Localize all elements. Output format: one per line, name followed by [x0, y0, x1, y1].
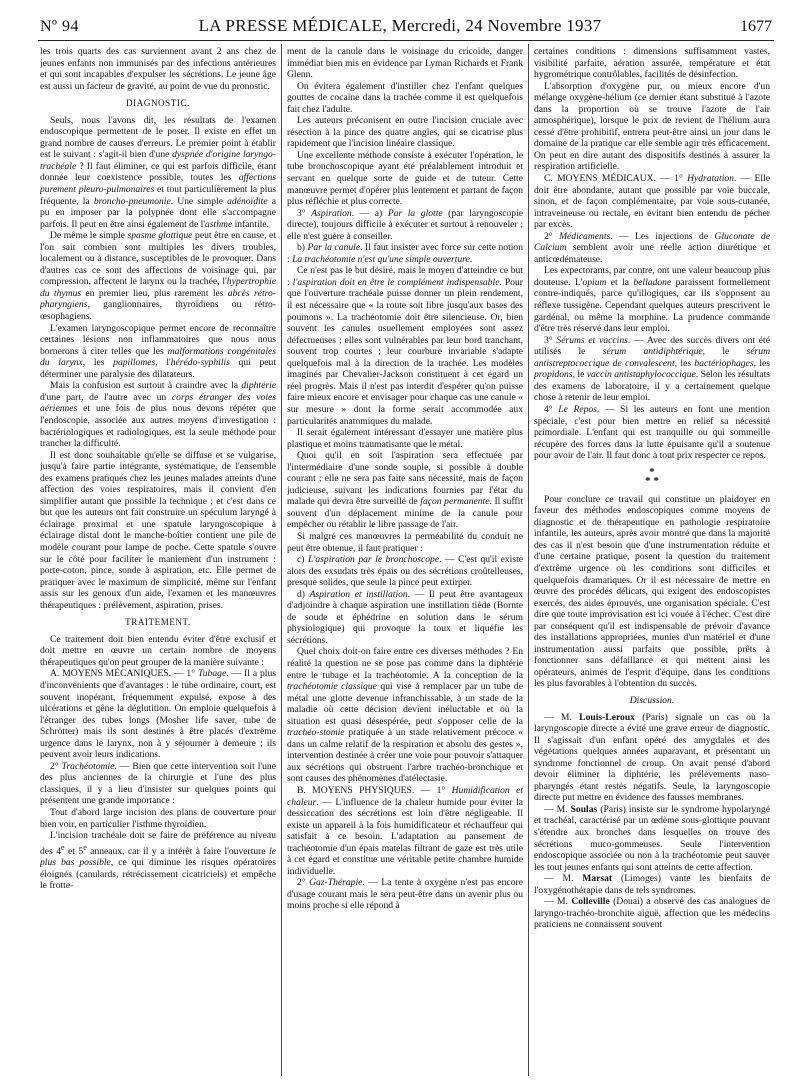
paragraph: Quoi qu'il en soit l'aspiration sera effectuée par l'intermédiaire d'une sonde souple, si possible à double courant ; elle ne sera pas faite sans nécessité, mais de façon judicieuse, suivant les indications fournies par l'état du malade qui devra être surveillé de façon permanente. Il suffit souvent d'un déplacement minime de la canule pour empêcher ou rétablir le libre passage de l'air.	[287, 450, 523, 531]
journal-title: LA PRESSE MÉDICALE, Mercredi, 24 Novembre 1937	[198, 16, 602, 35]
paragraph: 2° Médicaments. — Les injections de Gluconate de Calcium semblent avoir une réelle action diurétique et anticœdémateuse.	[534, 230, 770, 265]
paragraph: C. MOYENS MÉDICAUX. — 1° Hydratation. — Elle doit être abondante, autant que possible par voie buccale, sinon, et de façon complémentaire, par voie sous-cutanée, intraveineuse ou rectale, en évitant bien entendu de pécher par excès.	[534, 173, 770, 231]
paragraph: 4° Le Repos. — Si les auteurs en font une mention spéciale, c'est pour bien mettre en relief sa nécessité primordiale. L'enfant qui est tranquille ou qui sommeille récupère des forces dans la lutte épuisante qu'il a soutenue pour avoir de l'air. Il faut donc à tout prix respecter ce repos.	[534, 403, 770, 462]
paragraph: On évitera également d'instiller chez l'enfant quelques gouttes de cocaïne dans la trachée comme il est quelquefois fait chez l'adulte.	[287, 80, 523, 115]
paragraph: d) Aspiration et instillation. — Il peut être avantageux d'adjoindre à chaque aspiration une instillation tiède (Bornte de soude et éphédrine en solution dans le sérum physiologique) qui provoque la toux et liquéfie les sécrétions.	[287, 588, 523, 646]
paragraph: — M. Soulas (Paris) insiste sur le syndrome hypolaryngé et trachéal, caractérisé par un œdème sous-glottique pouvant s'étendre aux bronches dans lesquelles on trouve des sécrétions muco-gommeuses. Seule l'intervention endoscopique associée ou non à la trachéotomie peut sauver les tout jeunes enfants qui sont atteints de cette affection.	[534, 803, 770, 873]
paragraph: ment de la canule dans le voisinage du cricoïde, danger immédiat bien mis en évidence par Lyman Richards et Frank Glenn.	[287, 46, 523, 81]
column-right	[534, 46, 770, 1076]
issue-number: Nº 94	[40, 18, 80, 35]
paragraph: Si malgré ces manœuvres la perméabilité du conduit ne peut être obtenue, il faut pratiquer :	[287, 530, 523, 554]
paragraph: certaines conditions : dimensions suffisamment vastes, visibilité parfaite, aération assurée, température et état hygrométrique contrôlables, facilités de désinfection.	[534, 46, 770, 81]
paragraph: Une excellente méthode consiste à exécuter l'opération, le tube bronchoscopique ayant été préalablement introduit et servant en quelque sorte de guide et de tuteur. Cette manœuvre permet d'opérer plus lentement et partant de façon plus réfléchie et plus correcte.	[287, 149, 523, 208]
paragraph: Ce n'est pas le but désiré, mais le moyen d'atteindre ce but : l'aspiration doit en être le complément indispensable. Pour que l'ouverture trachéale puisse donner un plein rendement, il est nécessaire que « la route soit libre jusqu'aux bases des poumons ». La trachéotomie doit être silencieuse. Or, bien souvent les canules usuellement employées sont assez défectueuses ; elles sont vulnérables par leur bord tranchant, souvent trop courtes ; leur courbure invariable s'adapte quelquefois mal à la direction de la trachée. Les modèles imaginés par Chevalier-Jackson constituent à cet égard un réel progrès. Mais il n'est pas interdit d'espérer qu'on puisse faire mieux encore et envisager pour chaque cas une canule « sur mesure » dont la forme serait accommodée aux particularités anatomiques du malade.	[287, 265, 523, 427]
paragraph: A. MOYENS MÉCANIQUES. — 1° Tubage. — Il a plus d'inconvénients que d'avantages : le tube ordinaire, court, est souvent inopérant, fréquemment expulsé, expose à des ulcérations et gêne la déglutition. On emploie quelquefois à l'étranger des tubes longs (Mosher life saver, tube de Schrötter) mais ils sont destinés à être placés d'extrême urgence dans le larynx, non à y séjourner à demeure ; ils peuvent avoir leurs indications.	[40, 668, 276, 761]
column-left	[40, 46, 276, 1076]
paragraph: 3° Aspiration. — a) Par la glotte (par laryngoscopie directe), toujours difficile à exécuter et surtout à renouveler ; elle n'est guère à conseiller.	[287, 207, 523, 242]
paragraph: Pour conclure ce travail qui constitue un plaidoyer en faveur des méthodes endoscopiques comme moyens de diagnostic et de thérapeutique en pathologie respiratoire infantile, les auteurs, après avoir montré que dans la majorité des cas il n'est besoin que d'une instrumentation réduite et d'une certaine pratique, posent la question du traitement d'extrême urgence où les conditions sont difficiles et quelquefois dramatiques. Or il est nécessaire de mettre en œuvre des procédés délicats, qui exigent des endoscopistes exercés, des aides éprouvés, une organisation spéciale. C'est dire que toute improvisation est ici vouée à l'échec. C'est dire par conséquent qu'il est indispensable de prévoir d'avance des installations appropriées, munies d'un matériel et d'une instrumentation aussi parfaits que possible, prêts à fonctionner sans défaillance et qui mettent ainsi les opérateurs, animés de l'esprit d'équipe, dans les conditions les plus favorables à l'obtention du succès.	[534, 493, 770, 690]
paragraph: L'examen laryngoscopique permet encore de reconnaître certaines lésions non inflammatoires que nous nous bornerons à citer telles que les malformations congénitales du larynx, les papillomes, l'hérédo-syphilis qui peut déterminer une paralysie des dilatateurs.	[40, 322, 276, 380]
paragraph: — M. Louis-Leroux (Paris) signale un cas où la laryngoscopie directe a évité une grave erreur de diagnostic. Il s'agissait d'un enfant opéré des amygdales et des végétations quelques années auparavant, et présentant un syndrome fonctionnel de croup. On avait pensé d'abord devoir éliminer la diphtérie, les prélèvements naso-pharyngés étant restés négatifs. Seule, la laryngoscopie directe put mettre en évidence des fausses membranes.	[534, 711, 770, 804]
paragraph: — M. Marsat (Limoges) vante les bienfaits de l'oxygénothérapie dans de tels syndromes.	[534, 873, 770, 896]
paragraph: L'absorption d'oxygène pur, ou mieux encore d'un mélange oxygène-hélium (ce dernier étant substitué à l'azote dans la proportion où se trouve l'azote de l'air atmosphérique), lorsque le prix de revient de l'hélium aura cessé d'être prohibitif, entrera peut-être ainsi un jour dans le domaine de la pratique car elle semble agir très efficacement. On peut en dire autant des dispositifs destinés à assurer la respiration artificielle.	[534, 80, 770, 173]
paragraph: De même le simple spasme glottique peut être en cause, et l'on sait combien sont multiples les divers troubles, localement ou à distance, susceptibles de le provoquer. Dans d'autres cas ce sont des affections de voisinage qui, par compression, affectent le larynx ou la trachée, l'hypertrophie du thymus en premier lieu, plus rarement les abcès rétro-pharyngiens, ganglionnaires, thyroïdiens ou rétro-œsophagiens.	[40, 230, 276, 323]
paragraph: Les auteurs préconisent en outre l'incision cruciale avec résection à la pince des quatre angles, qui se cicatrise plus rapidement que l'incision linéaire classique.	[287, 115, 523, 150]
paragraph: L'incision trachéale doit se faire de préférence au niveau des 4e et 5e anneaux, car il y a intérêt à faire l'ouverture le plus bas possible, ce qui diminue les risques opératoires éloignés (canulards, rétrécissement cicatriciels) et empêche le frotte-	[40, 830, 276, 892]
paragraph: 2° Trachéotomie. — Bien que cette intervention soit l'une des plus anciennes de la chirurgie et l'une des plus classiques, il y a lieu d'insister sur quelques points qui présentent une grande importance :	[40, 760, 276, 807]
paragraph: 2° Gaz-Thérapie. — La tente à oxygène n'est pas encore d'usage courant mais le sera peut-être dans un avenir plus ou moins proche si elle répond à	[287, 877, 523, 912]
section-heading: DIAGNOSTIC.	[126, 98, 190, 109]
header-rule	[38, 40, 774, 41]
paragraph: 3° Sérums et vaccins. — Avec des succès divers ont été utilisés le sérum antidiphtérique, le sérum antistreptococcique de convalescent, les bactériophages, les propidons, le vaccin antistaphylococcique. Selon les résultats des examens de laboratoire, il y a certainement quelque chose à retenir de leur emploi.	[534, 334, 770, 404]
paragraph: b) Par la canule. Il faut insister avec force sur cette notion : La trachéotomie n'est qu'une simple ouverture.	[287, 242, 523, 265]
paragraph: Mais la confusion est surtout à craindre avec la diphtérie d'une part, de l'autre avec un corps étranger des voies aériennes et une fois de plus nous devons répéter que l'endoscopie, associée aux autres moyens d'investigation : bactériologiques et radiologiques, est la seule méthode pour trancher la difficulté.	[40, 380, 276, 450]
column-divider	[528, 44, 529, 1076]
page-header	[0, 0, 800, 40]
column-divider	[281, 44, 282, 1076]
section-heading: TRAITEMENT.	[125, 617, 191, 628]
section-separator: * * *	[645, 465, 659, 487]
paragraph: — M. Colleville (Douai) a observé des cas analogues de laryngo-trachéo-bronchite aiguë, affection que les médecins praticiens ne connaissent souvent	[534, 896, 770, 931]
discussion-heading: Discussion.	[629, 694, 675, 706]
paragraph: les trois quarts des cas surviennent avant 2 ans chez de jeunes enfants non immunisés par des infections antérieures et qui sont incapables d'expulser les sécrétions. Le jeune âge est aussi un facteur de gravité, au point de vue du pronostic.	[40, 46, 276, 92]
paragraph: Quel choix doit-on faire entre ces diverses méthodes ? En réalité la question ne se pose pas comme dans la diphtérie entre le tubage et la trachéotomie. A la conception de la trachéotomie classique qui vise à remplacer par un tube de métal une glotte devenue infranchissable, à un stade de la maladie où cette décision devient inéluctable et où la situation est quasi désespérée, peut s'opposer celle de la trachéo-stomie pratiquée à un stade relativement précoce « dans un calme relatif de la respiration et absolu des gestes », intervention destinée à créer une voie pour pouvoir s'attaquer aux sécrétions qui obstruent l'arbre trachéo-bronchique et sont causes des phénomènes d'atélectasie.	[287, 646, 523, 785]
page-number: 1677	[740, 18, 772, 35]
paragraph: Les expectorants, par contre, ont une valeur beaucoup plus douteuse. L'opium et la belladone paraissent formellement contre-indiqués, parce qu'illogiques, car ils s'opposent au réflexe tussigène. Cependant quelques auteurs prescrivent le gardénal, ou même la morphine. La prudence commande d'être très réservé dans leur emploi.	[534, 265, 770, 335]
paragraph: B. MOYENS PHYSIQUES. — 1° Humidification et chaleur. — L'influence de la chaleur humide pour éviter la dessiccation des sécrétions est loin d'être négligeable. Il existe un appareil à la fois humidificateur et réchauffeur qui satisfait à ce besoin. L'adaptation au pansement de trachéotomie d'un épais matelas filtrant de gaze est très utile à cet égard et constitue une véritable petite chambre humide individuelle.	[287, 785, 523, 877]
paragraph: Ce traitement doit bien entendu éviter d'être exclusif et doit mettre en œuvre un certain nombre de moyens thérapeutiques qu'on peut grouper de la manière suivante :	[40, 633, 276, 668]
paragraph: Il est donc souhaitable qu'elle se diffuse et se vulgarise, jusqu'à faire partie intégrante, systématique, de l'ensemble des examens pratiqués chez les jeunes malades atteints d'une affection des voies respiratoires, mais il convient d'en simplifier autant que possible la technique ; et c'est dans ce but que les auteurs ont fait construire un spéculum laryngé à éclairage proximal et une spatule laryngoscopique à éclairage distal dont le manche-boîtier contient une pile de modèle courant pour lampe de poche. Cette spatule s'ouvre sur le côté pour faciliter le maniement d'un instrument : porte-coton, pince, sonde à aspiration, etc. Elle permet de pratiquer avec le maximum de simplicité, même sur l'enfant assis sur les genoux d'un aide, l'examen et les manœuvres thérapeutiques : prélèvement, aspiration, prises.	[40, 449, 276, 611]
paragraph: Tout d'abord large incision des plans de couverture pour bien voir, en particulier l'isthme thyroïdien.	[40, 807, 276, 830]
paragraph: Il serait également intéressant d'essayer une matière plus plastique et moins traumatisante que le métal.	[287, 427, 523, 450]
column-middle	[287, 46, 523, 1076]
paragraph: Seuls, nous l'avons dit, les résultats de l'examen endoscopique permettent de le poser. Il existe en effet un grand nombre de causes d'erreurs. Le premier point à établir est le suivant : s'agit-il bien d'une dyspnée d'origine laryngo-trachéale ? Il faut éliminer, ce qui est parfois difficile, étant donnée leur coexistence possible, toutes les affections purement pleuro-pulmonaires et tout particulièrement la plus fréquente, la broncho-pneumonie. Une simple adénoïdite a pu en imposer par la polypnée dont elle s'accompagne parfois. Il peut en être ainsi également de l'asthme infantile.	[40, 114, 276, 230]
paragraph: c) L'aspiration par le bronchoscope. — C'est qu'il existe alors des exsudats très épais ou des sécrétions croûtelleuses, presque solides, que seule la pince peut extirper.	[287, 554, 523, 589]
